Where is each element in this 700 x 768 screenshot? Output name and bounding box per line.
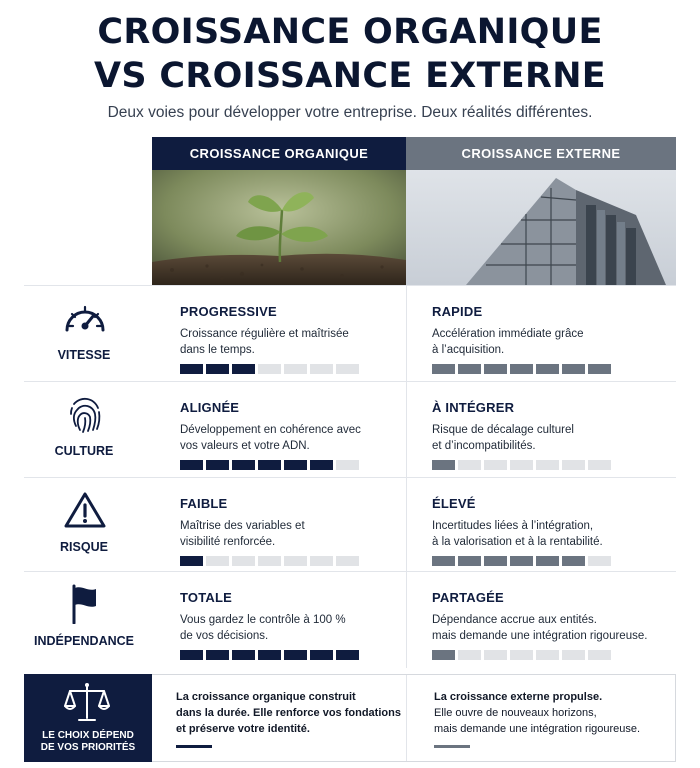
level-segment-filled bbox=[180, 650, 203, 660]
level-segment-empty bbox=[310, 364, 333, 374]
level-segment-empty bbox=[562, 650, 585, 660]
cell-title: TOTALE bbox=[180, 590, 232, 605]
row-label: CULTURE bbox=[54, 444, 114, 458]
comparison-row-risque bbox=[24, 477, 676, 572]
organic-cell bbox=[152, 382, 407, 478]
level-segment-filled bbox=[562, 364, 585, 374]
level-segment-filled bbox=[484, 364, 507, 374]
level-segment-filled bbox=[562, 556, 585, 566]
level-bar bbox=[180, 364, 359, 374]
row-label: VITESSE bbox=[57, 348, 111, 362]
level-segment-filled bbox=[232, 650, 255, 660]
cell-title: À INTÉGRER bbox=[432, 400, 515, 415]
level-segment-empty bbox=[206, 556, 229, 566]
level-segment-filled bbox=[484, 556, 507, 566]
office-building-image bbox=[406, 170, 676, 285]
level-segment-filled bbox=[336, 650, 359, 660]
external-cell bbox=[406, 478, 676, 572]
level-segment-empty bbox=[588, 650, 611, 660]
title-line-1: CROISSANCE ORGANIQUE bbox=[97, 12, 603, 52]
level-segment-filled bbox=[310, 650, 333, 660]
page-subtitle: Deux voies pour développer votre entreprise. Deux réalités différentes. bbox=[107, 104, 593, 121]
comparison-row-independance bbox=[24, 571, 676, 668]
comparison-row-culture bbox=[24, 381, 676, 478]
flag-icon bbox=[62, 584, 108, 624]
column-header-organic: CROISSANCE ORGANIQUE bbox=[152, 137, 406, 170]
level-segment-filled bbox=[206, 364, 229, 374]
cell-title: ÉLEVÉ bbox=[432, 496, 476, 511]
level-segment-empty bbox=[588, 460, 611, 470]
accent-line bbox=[176, 745, 212, 748]
level-bar bbox=[432, 364, 611, 374]
level-segment-filled bbox=[432, 460, 455, 470]
conclusion-organic bbox=[152, 675, 407, 761]
cell-description: Incertitudes liées à l’intégration, à la valorisation et à la rentabilité. bbox=[432, 520, 603, 548]
comparison-row-vitesse bbox=[24, 285, 676, 382]
level-segment-empty bbox=[484, 460, 507, 470]
page-title bbox=[0, 0, 700, 98]
cell-description: Dépendance accrue aux entités. mais demande une intégration rigoureuse. bbox=[432, 614, 648, 642]
level-segment-filled bbox=[206, 650, 229, 660]
level-segment-filled bbox=[588, 364, 611, 374]
level-segment-empty bbox=[536, 650, 559, 660]
level-segment-filled bbox=[258, 650, 281, 660]
level-segment-filled bbox=[536, 364, 559, 374]
level-bar bbox=[180, 556, 359, 566]
level-segment-filled bbox=[432, 650, 455, 660]
level-segment-filled bbox=[510, 556, 533, 566]
conclusion-organic-text: La croissance organique construit dans la durée. Elle renforce vos fondations et préserve votre identité. bbox=[176, 691, 401, 735]
level-segment-filled bbox=[206, 460, 229, 470]
row-label: INDÉPENDANCE bbox=[33, 634, 134, 648]
level-segment-filled bbox=[232, 364, 255, 374]
conclusion-box bbox=[24, 674, 676, 762]
organic-cell bbox=[152, 478, 407, 572]
level-segment-filled bbox=[284, 460, 307, 470]
level-segment-empty bbox=[458, 650, 481, 660]
organic-cell bbox=[152, 286, 407, 382]
level-segment-filled bbox=[458, 364, 481, 374]
cell-description: Risque de décalage culturel et d’incompatibilités. bbox=[432, 424, 574, 452]
level-segment-filled bbox=[180, 556, 203, 566]
organic-cell bbox=[152, 572, 407, 668]
level-bar bbox=[180, 650, 359, 660]
title-line-2: VS CROISSANCE EXTERNE bbox=[93, 56, 607, 96]
level-bar bbox=[432, 556, 611, 566]
level-bar bbox=[432, 460, 611, 470]
cell-title: RAPIDE bbox=[432, 304, 483, 319]
external-cell bbox=[406, 286, 676, 382]
cell-title: PARTAGÉE bbox=[432, 590, 504, 605]
conclusion-label: LE CHOIX DÉPEND DE VOS PRIORITÉS bbox=[40, 730, 136, 753]
external-cell bbox=[406, 382, 676, 478]
cell-description: Vous gardez le contrôle à 100 % de vos décisions. bbox=[180, 614, 346, 642]
cell-title: PROGRESSIVE bbox=[180, 304, 277, 319]
level-segment-empty bbox=[562, 460, 585, 470]
level-segment-filled bbox=[180, 364, 203, 374]
level-segment-filled bbox=[536, 556, 559, 566]
cell-title: ALIGNÉE bbox=[180, 400, 240, 415]
conclusion-external bbox=[406, 675, 676, 761]
cell-description: Croissance régulière et maîtrisée dans le temps. bbox=[180, 328, 349, 356]
conclusion-external-text: La croissance externe propulse. Elle ouvre de nouveaux horizons, mais demande une intégration rigoureuse. bbox=[434, 691, 641, 735]
cell-description: Développement en cohérence avec vos valeurs et votre ADN. bbox=[180, 424, 361, 452]
fingerprint-icon bbox=[62, 394, 108, 434]
speedometer-icon bbox=[62, 298, 108, 338]
level-segment-filled bbox=[180, 460, 203, 470]
level-segment-filled bbox=[232, 460, 255, 470]
level-segment-empty bbox=[258, 364, 281, 374]
level-segment-empty bbox=[336, 364, 359, 374]
level-segment-filled bbox=[432, 556, 455, 566]
level-segment-empty bbox=[336, 460, 359, 470]
accent-line bbox=[434, 745, 470, 748]
external-cell bbox=[406, 572, 676, 668]
column-header-external: CROISSANCE EXTERNE bbox=[406, 137, 676, 170]
plant-sprout-image bbox=[152, 170, 406, 285]
conclusion-label-panel bbox=[24, 674, 152, 762]
level-segment-filled bbox=[284, 650, 307, 660]
level-segment-empty bbox=[336, 556, 359, 566]
level-segment-empty bbox=[484, 650, 507, 660]
warning-icon bbox=[62, 490, 108, 530]
level-bar bbox=[432, 650, 611, 660]
level-segment-empty bbox=[284, 364, 307, 374]
level-segment-empty bbox=[458, 460, 481, 470]
scales-icon bbox=[64, 682, 110, 724]
level-segment-empty bbox=[510, 650, 533, 660]
level-segment-filled bbox=[310, 460, 333, 470]
level-bar bbox=[180, 460, 359, 470]
cell-description: Maîtrise des variables et visibilité renforcée. bbox=[180, 520, 305, 548]
level-segment-filled bbox=[458, 556, 481, 566]
level-segment-empty bbox=[536, 460, 559, 470]
cell-title: FAIBLE bbox=[180, 496, 228, 511]
level-segment-filled bbox=[510, 364, 533, 374]
level-segment-filled bbox=[432, 364, 455, 374]
level-segment-empty bbox=[232, 556, 255, 566]
cell-description: Accélération immédiate grâce à l’acquisition. bbox=[432, 328, 584, 356]
level-segment-empty bbox=[258, 556, 281, 566]
level-segment-empty bbox=[510, 460, 533, 470]
row-label: RISQUE bbox=[60, 540, 108, 554]
level-segment-empty bbox=[310, 556, 333, 566]
level-segment-empty bbox=[284, 556, 307, 566]
level-segment-empty bbox=[588, 556, 611, 566]
level-segment-filled bbox=[258, 460, 281, 470]
